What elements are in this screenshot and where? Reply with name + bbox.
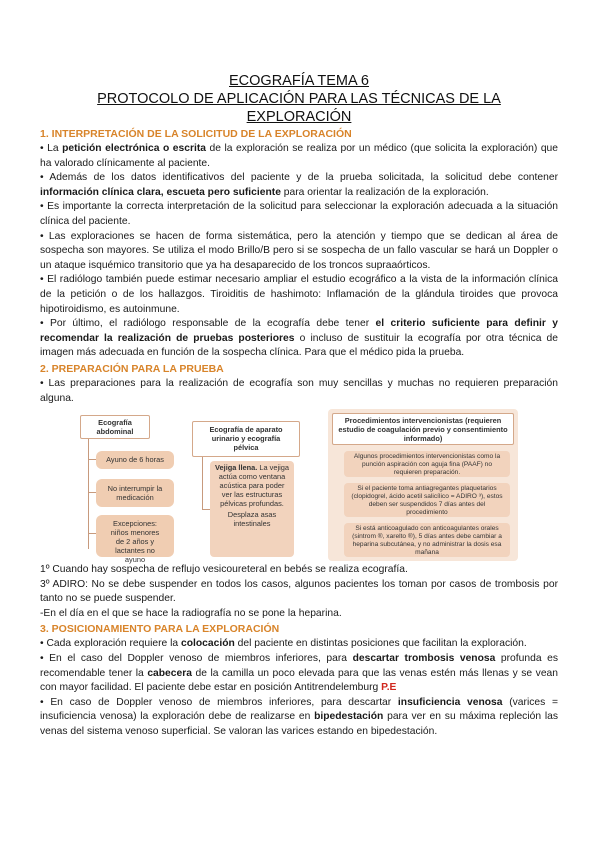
diagram-col1-header: Ecografía abdominal <box>80 415 150 439</box>
diagram-col1-item-2: No interrumpir la medicación <box>96 479 174 507</box>
s1-paragraph-4: • Las exploraciones se hacen de forma sistemática, pero la atención y tiempo que se dedican al área de sospecha son mayores. Se utiliza el modo Brillo/B pero si se sospecha de un fallo vascular se hará un Doppler o un ataque isquémico transitorio que ya ha desaparecido de los troncos supraaórticos. <box>40 230 558 271</box>
s1-paragraph-1: • La petición electrónica o escrita de la exploración se realiza por un médico (que solicita la exploración) que ha valorado clínicamente al paciente. <box>40 143 559 169</box>
doc-title-line1: ECOGRAFÍA TEMA 6 <box>229 73 369 89</box>
pe-mark: P.E <box>381 682 397 694</box>
s2-note-2: 3º ADIRO: No se debe suspender en todos los casos, algunos pacientes los toman por casos de trombosis por tanto no se puede suspender. <box>40 578 558 605</box>
s3-paragraph-1: • Cada exploración requiere la colocación del paciente en distintas posiciones que facilitan la exploración. <box>40 638 527 650</box>
s1-paragraph-2: • Además de los datos identificativos del paciente y de la prueba solicitada, la solicitud debe contener información clínica clara, escueta pero suficiente para orientar la realización de la exploración. <box>40 172 558 198</box>
s1-paragraph-3: • Es importante la correcta interpretación de la solicitud para seleccionar la exploración adecuada a la situación clínica del paciente. <box>40 201 558 227</box>
diagram-col2-body-bold: Vejiga llena. <box>215 463 258 473</box>
diagram-col2-body <box>210 461 294 557</box>
doc-title-line2: PROTOCOLO DE APLICACIÓN PARA LAS TÉCNICAS DE LA <box>97 91 501 107</box>
diagram-col3-item-1: Algunos procedimientos intervencionistas como la punción aspiración con aguja fina (PAAF) no requieren preparación. <box>344 451 510 477</box>
document-page <box>40 72 558 740</box>
diagram-col1-item-3: Excepciones: niños menores de 2 años y lactantes no ayuno <box>96 515 174 557</box>
diagram-col1-item-1: Ayuno de 6 horas <box>96 451 174 469</box>
s2-note-3: -En el día en el que se hace la radiografía no se pone la heparina. <box>40 607 342 619</box>
diagram-col2-header: Ecografía de aparato urinario y ecografía pélvica <box>192 421 300 457</box>
doc-title-line3: EXPLORACIÓN <box>246 109 352 125</box>
s2-note-1: 1º Cuando hay sospecha de reflujo vesicoureteral en bebés se realiza ecografía. <box>40 564 408 576</box>
s3-paragraph-3: • En caso de Doppler venoso de miembros inferiores, para descartar insuficiencia venosa (varices = insuficiencia venosa) la exploración debe de realizarse en bipedestación para ver en su máxima repleción las venas del sistema venoso superficial. Se valoran las varices estando en bipedestación. <box>40 696 558 738</box>
diagram-col3-item-3: Si está anticoagulado con anticoagulantes orales (sintrom ®, xarelto ®), 5 días antes debe cambiar a heparina subcutánea, y no administrar la dosis esa mañana <box>344 523 510 557</box>
diagram-col3-header: Procedimientos intervencionistas (requieren estudio de coagulación previo y consentimiento informado) <box>332 413 514 445</box>
section3-heading: 3. POSICIONAMIENTO PARA LA EXPLORACIÓN <box>40 623 280 636</box>
s3-paragraph-2: • En el caso del Doppler venoso de miembros inferiores, para descartar trombosis venosa profunda es recomendable tener la cabecera de la camilla un poco elevada para que las venas estén más llenas y se vean con mayor facilidad. El paciente debe estar en posición Antitrendelemburg P.E <box>40 653 558 694</box>
section1-heading: 1. INTERPRETACIÓN DE LA SOLICITUD DE LA EXPLORACIÓN <box>40 128 352 140</box>
s1-paragraph-6: • Por último, el radiólogo responsable de la ecografía debe tener el criterio suficiente para definir y recomendar la realización de pruebas posteriores o incluso de sustituir la ecografía por otra técnica de imagen más adecuada en función de la sospecha clínica. Para que el médico pida la prueba. <box>40 318 559 359</box>
section2-heading: 2. PREPARACIÓN PARA LA PRUEBA <box>40 362 224 375</box>
s2-paragraph-1: • Las preparaciones para la realización de ecografía son muy sencillas y muchas no requieren preparación alguna. <box>40 377 558 404</box>
preparation-diagram <box>40 409 558 565</box>
diagram-col3-item-2: Si el paciente toma antiagregantes plaquetarios (clopidogrel, ácido acetil salicílico = ADIRO ³), estos deben ser suspendidos 7 días antes del procedimiento <box>344 483 510 517</box>
diagram-col2-body-text: La vejiga actúa como ventana acústica para poder ver las estructuras pélvicas profundas. <box>218 463 289 509</box>
s1-paragraph-5: • El radiólogo también puede estimar necesario ampliar el estudio ecográfico a la vista de la información clínica de la petición o de los hallazgos. Tiroiditis de hashimoto: Inflamación de la glándula tiroides que provoca hipotiroidismo, es autoinmune. <box>40 274 558 315</box>
diagram-col2-body2: Desplaza asas intestinales <box>227 510 277 529</box>
